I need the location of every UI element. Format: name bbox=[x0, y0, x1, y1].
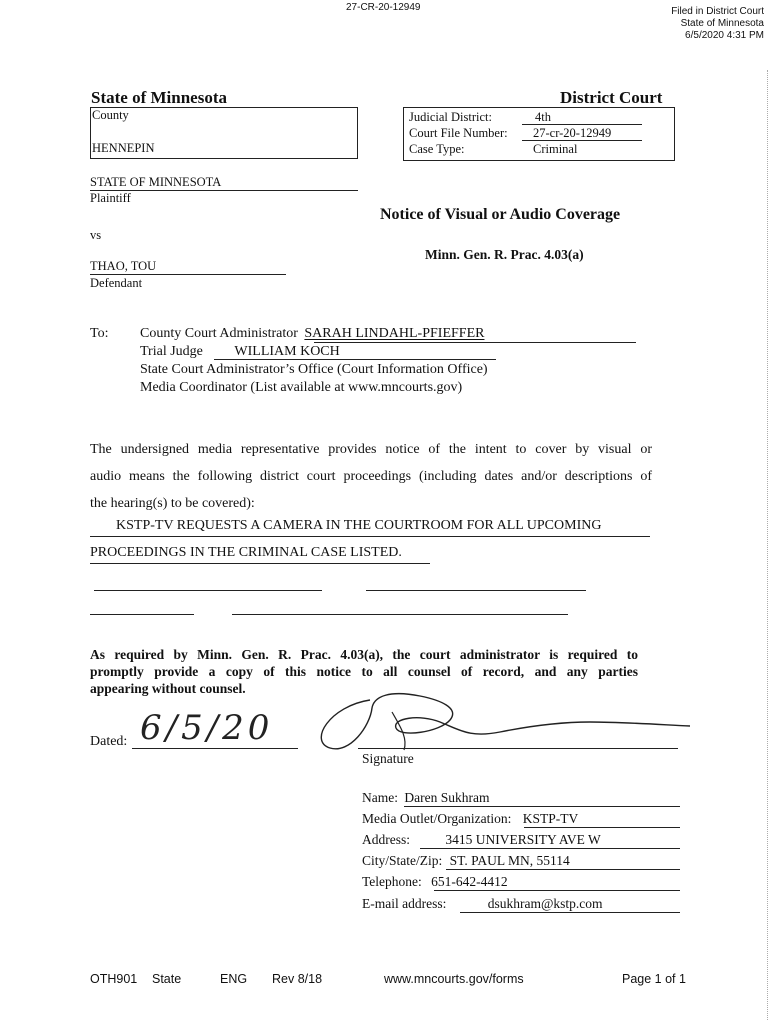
outlet-line bbox=[362, 811, 578, 827]
county-value: HENNEPIN bbox=[92, 141, 155, 155]
signature-underline bbox=[358, 748, 678, 749]
email-line bbox=[362, 896, 603, 912]
county-admin-label: County Court Administrator bbox=[140, 326, 298, 341]
outlet-underline bbox=[524, 827, 680, 828]
footer-revision: Rev 8/18 bbox=[272, 972, 323, 986]
filing-stamp bbox=[671, 6, 764, 42]
address-underline bbox=[420, 848, 680, 849]
email-label: E-mail address: bbox=[362, 896, 447, 911]
blank-line-2a bbox=[90, 614, 194, 615]
intro-line-3: the hearing(s) to be covered): bbox=[90, 496, 255, 511]
trial-judge-label: Trial Judge bbox=[140, 344, 203, 359]
blank-line-2b bbox=[232, 614, 568, 615]
blank-line-1a bbox=[94, 590, 322, 591]
request-line-2-underline bbox=[90, 563, 430, 564]
scan-edge-marks bbox=[763, 70, 768, 1020]
county-admin-value: SARAH LINDAHL-PFIEFFER bbox=[304, 326, 485, 341]
intro-line-1: The undersigned media representative provides notice of the intent to cover by visual or bbox=[90, 442, 652, 457]
name-value: Daren Sukhram bbox=[404, 790, 490, 805]
media-coordinator-line: Media Coordinator (List available at www.mncourts.gov) bbox=[140, 380, 463, 395]
name-line bbox=[362, 790, 489, 806]
court-title: District Court bbox=[560, 88, 663, 107]
footer-form-code: OTH901 bbox=[90, 972, 138, 986]
trial-judge-value: WILLIAM KOCH bbox=[234, 344, 340, 359]
name-underline bbox=[404, 806, 680, 807]
judicial-district-underline bbox=[522, 124, 642, 125]
state-title: State of Minnesota bbox=[91, 88, 227, 107]
email-value: dsukhram@kstp.com bbox=[487, 896, 603, 911]
email-underline bbox=[460, 912, 680, 913]
signature-graphic bbox=[300, 686, 700, 766]
dated-underline bbox=[132, 748, 298, 749]
plaintiff-label: Plaintiff bbox=[90, 191, 131, 205]
city-line bbox=[362, 853, 570, 869]
to-label: To: bbox=[90, 326, 109, 341]
telephone-line bbox=[362, 874, 508, 890]
notice-rule: Minn. Gen. R. Prac. 4.03(a) bbox=[425, 247, 584, 262]
required-line-2: promptly provide a copy of this notice to all counsel of record, and any parties bbox=[90, 664, 638, 679]
defendant-name: THAO, TOU bbox=[90, 259, 157, 273]
dated-value-handwritten: 6/5/20 bbox=[140, 708, 274, 748]
county-admin-line bbox=[140, 326, 484, 342]
request-line-2: PROCEEDINGS IN THE CRIMINAL CASE LISTED. bbox=[90, 545, 402, 560]
address-value: 3415 UNIVERSITY AVE W bbox=[445, 832, 601, 847]
judicial-district-value: 4th bbox=[535, 110, 551, 124]
county-label: County bbox=[92, 108, 129, 122]
vs-label: vs bbox=[90, 228, 102, 242]
signature-label: Signature bbox=[362, 751, 414, 766]
outlet-value: KSTP-TV bbox=[522, 811, 579, 826]
intro-paragraph bbox=[90, 436, 652, 517]
city-label: City/State/Zip: bbox=[362, 853, 443, 868]
request-line-1-underline bbox=[90, 536, 650, 537]
city-underline bbox=[446, 869, 680, 870]
plaintiff-name: STATE OF MINNESOTA bbox=[90, 175, 222, 189]
court-file-number-underline bbox=[522, 140, 642, 141]
county-admin-underline bbox=[314, 342, 636, 343]
telephone-label: Telephone: bbox=[362, 874, 422, 889]
defendant-underline bbox=[90, 274, 286, 275]
court-file-number-value: 27-cr-20-12949 bbox=[533, 126, 612, 140]
request-line-1: KSTP-TV REQUESTS A CAMERA IN THE COURTROOM FOR ALL UPCOMING bbox=[116, 518, 602, 533]
address-label: Address: bbox=[362, 832, 410, 847]
city-value: ST. PAUL MN, 55114 bbox=[449, 853, 570, 868]
notice-title: Notice of Visual or Audio Coverage bbox=[380, 206, 621, 223]
court-file-number-label: Court File Number: bbox=[409, 126, 508, 140]
filing-stamp-line3: 6/5/2020 4:31 PM bbox=[685, 30, 764, 41]
filing-stamp-line1: Filed in District Court bbox=[671, 6, 764, 17]
intro-line-2: audio means the following district court proceedings (including dates and/or descriptions of bbox=[90, 469, 652, 484]
outlet-label: Media Outlet/Organization: bbox=[362, 811, 512, 826]
blank-line-1b bbox=[366, 590, 586, 591]
footer-page: Page 1 of 1 bbox=[622, 972, 686, 986]
required-line-3: appearing without counsel. bbox=[90, 681, 246, 696]
footer-url: www.mncourts.gov/forms bbox=[384, 972, 524, 986]
footer-language: ENG bbox=[220, 972, 248, 986]
trial-judge-underline bbox=[214, 359, 496, 360]
case-type-label: Case Type: bbox=[409, 142, 465, 156]
defendant-label: Defendant bbox=[90, 276, 143, 290]
case-number-header: 27-CR-20-12949 bbox=[346, 2, 421, 13]
dated-label-text: Dated: bbox=[90, 734, 128, 749]
case-type-value: Criminal bbox=[533, 142, 578, 156]
footer-scope: State bbox=[152, 972, 182, 986]
telephone-underline bbox=[434, 890, 680, 891]
trial-judge-line bbox=[140, 344, 340, 360]
telephone-value: 651-642-4412 bbox=[431, 874, 508, 889]
filing-stamp-line2: State of Minnesota bbox=[680, 18, 764, 29]
state-admin-line: State Court Administrator’s Office (Court Information Office) bbox=[140, 362, 488, 377]
name-label: Name: bbox=[362, 790, 398, 805]
required-line-1: As required by Minn. Gen. R. Prac. 4.03(a), the court administrator is required to bbox=[90, 647, 638, 662]
address-line bbox=[362, 832, 601, 848]
judicial-district-label: Judicial District: bbox=[409, 110, 492, 124]
